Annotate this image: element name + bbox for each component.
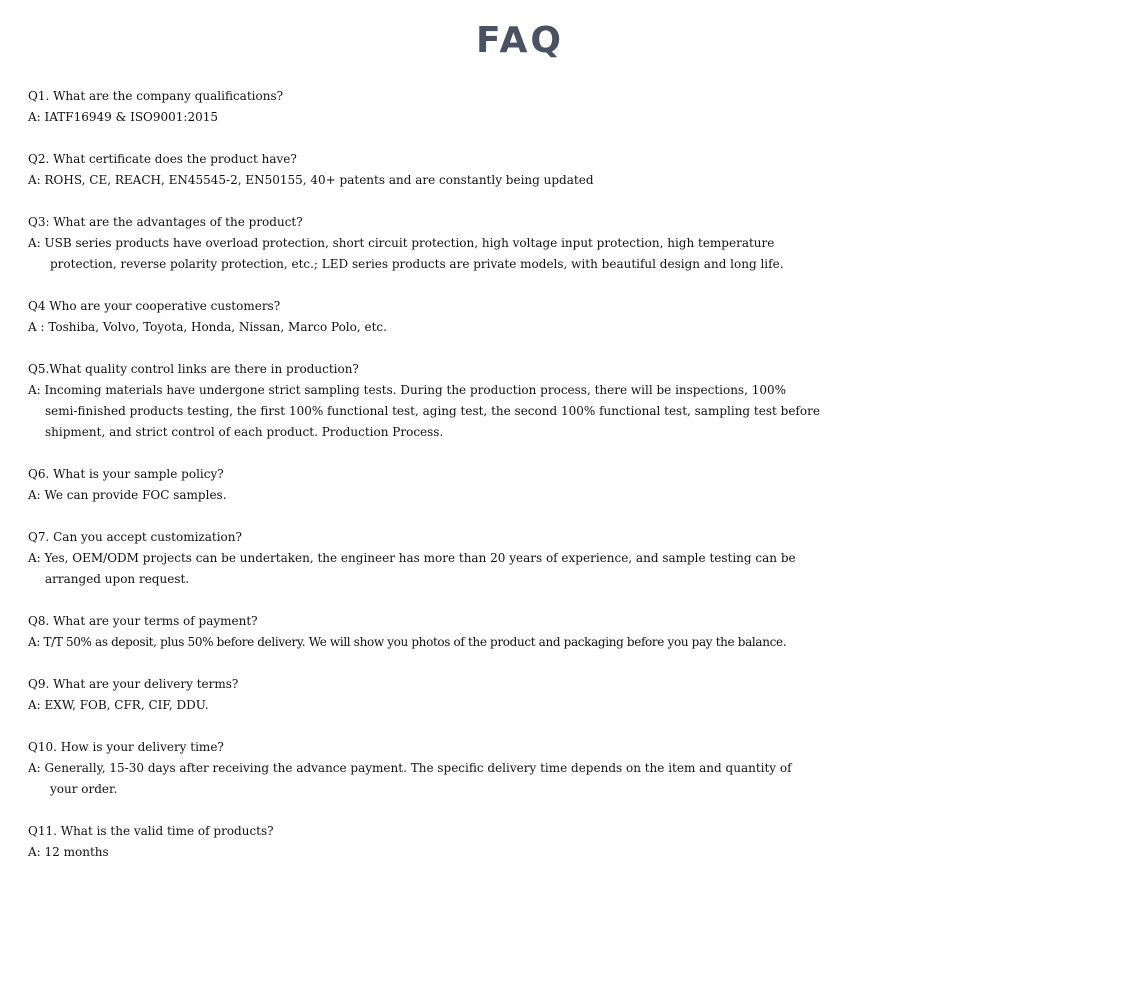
faq-item [28, 674, 1138, 716]
faq-question: Q4 Who are your cooperative customers? [28, 299, 281, 313]
faq-answer-line: A: USB series products have overload protection, short circuit protection, high voltage input protection, high temperature [28, 236, 775, 250]
faq-question: Q9. What are your delivery terms? [28, 677, 239, 691]
faq-answer-line: A: T/T 50% as deposit, plus 50% before delivery. We will show you photos of the product and packaging before you pay the balance. [28, 635, 787, 649]
faq-list [28, 86, 1138, 884]
faq-answer-line: A: We can provide FOC samples. [28, 488, 227, 502]
faq-question: Q8. What are your terms of payment? [28, 614, 258, 628]
faq-item [28, 212, 1138, 275]
faq-item [28, 821, 1138, 863]
faq-answer [28, 233, 1138, 275]
faq-question: Q3: What are the advantages of the product? [28, 215, 303, 229]
faq-answer [28, 842, 1138, 863]
faq-answer [28, 695, 1138, 716]
faq-item [28, 464, 1138, 506]
faq-answer [28, 485, 1138, 506]
page-title: FAQ [476, 20, 564, 61]
faq-answer-line: A: Generally, 15-30 days after receiving the advance payment. The specific delivery time depends on the item and quantity of [28, 761, 792, 775]
faq-answer [28, 758, 1138, 800]
faq-question: Q10. How is your delivery time? [28, 740, 224, 754]
faq-item [28, 149, 1138, 191]
faq-answer [28, 380, 1138, 443]
faq-answer-line: semi-finished products testing, the first 100% functional test, aging test, the second 100% functional test, sampling test before [45, 404, 820, 418]
faq-item [28, 527, 1138, 590]
faq-answer [28, 170, 1138, 191]
faq-answer-line: A: IATF16949 & ISO9001:2015 [28, 110, 219, 124]
faq-item [28, 86, 1138, 128]
faq-answer [28, 107, 1138, 128]
faq-item [28, 611, 1138, 653]
faq-answer-line: A: 12 months [28, 845, 109, 859]
faq-item [28, 296, 1138, 338]
faq-answer-line: A : Toshiba, Volvo, Toyota, Honda, Nissan, Marco Polo, etc. [28, 320, 387, 334]
faq-question: Q5.What quality control links are there in production? [28, 362, 359, 376]
faq-answer-line: A: EXW, FOB, CFR, CIF, DDU. [28, 698, 209, 712]
faq-answer-line: arranged upon request. [45, 572, 190, 586]
faq-answer [28, 548, 1138, 590]
faq-answer-line: A: ROHS, CE, REACH, EN45545-2, EN50155, 40+ patents and are constantly being updated [28, 173, 594, 187]
faq-question: Q11. What is the valid time of products? [28, 824, 274, 838]
faq-answer-line: A: Incoming materials have undergone strict sampling tests. During the production process, there will be inspections, 100% [28, 383, 787, 397]
faq-item [28, 359, 1138, 443]
faq-answer-line: protection, reverse polarity protection, etc.; LED series products are private models, with beautiful design and long life. [50, 257, 784, 271]
faq-answer-line: A: Yes, OEM/ODM projects can be undertaken, the engineer has more than 20 years of experience, and sample testing can be [28, 551, 796, 565]
faq-item [28, 737, 1138, 800]
faq-answer [28, 632, 1138, 653]
faq-question: Q1. What are the company qualifications? [28, 89, 284, 103]
faq-answer-line: shipment, and strict control of each product. Production Process. [45, 425, 444, 439]
faq-answer [28, 317, 1138, 338]
faq-question: Q7. Can you accept customization? [28, 530, 242, 544]
faq-question: Q6. What is your sample policy? [28, 467, 224, 481]
faq-question: Q2. What certificate does the product have? [28, 152, 297, 166]
faq-answer-line: your order. [50, 782, 118, 796]
